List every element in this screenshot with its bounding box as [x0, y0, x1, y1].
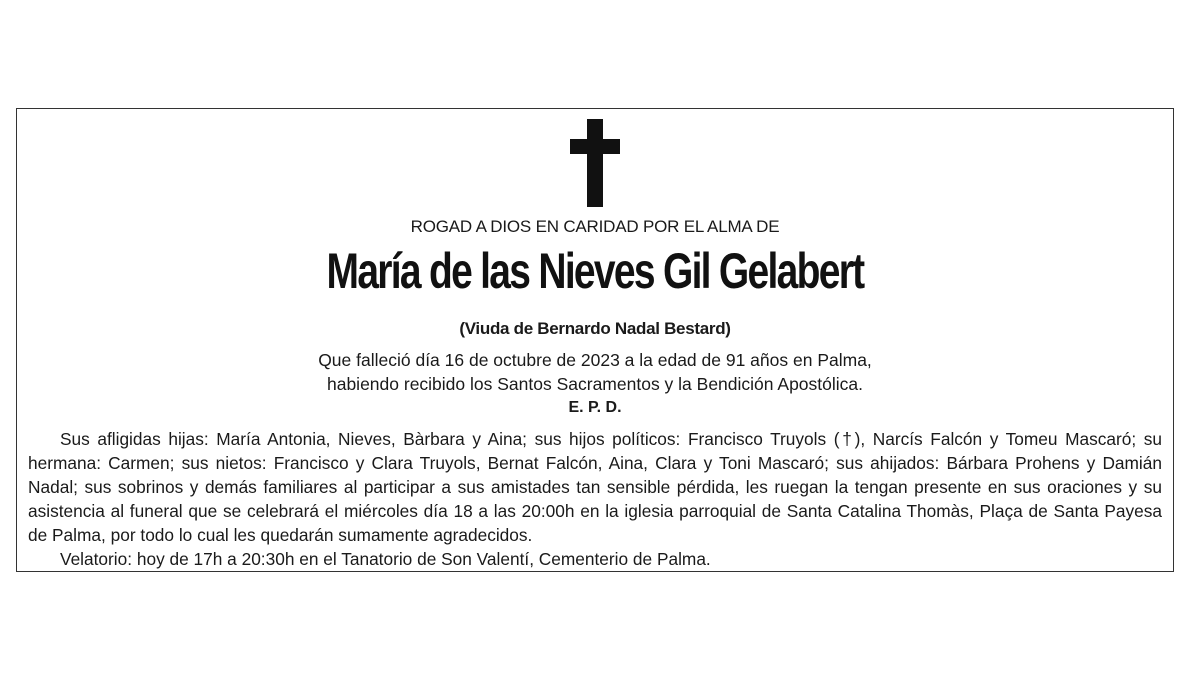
deceased-name: María de las Nieves Gil Gelabert: [326, 243, 864, 299]
death-line: Que falleció día 16 de octubre de 2023 a la edad de 91 años en Palma,: [318, 350, 872, 370]
family-paragraph: Sus afligidas hijas: María Antonia, Nieves, Bàrbara y Aina; sus hijos políticos: Francisco Truyols (†), Narcís Falcón y Tomeu Mascaró; su hermana: Carmen; sus nietos: Francisco y Clara Truyols, Bernat Falcón, Aina, Clara y Toni Mascaró; sus ahijados: Bárbara Prohens y Damián Nadal; sus sobrinos y demás familiares al participar a sus amistades tan sensible pérdida, les ruegan la tengan presente en sus oraciones y su asistencia al funeral que se celebrará el miércoles día 18 a las 20:00h en la iglesia parroquial de Santa Catalina Thomàs, Plaça de Santa Payesa de Palma, por todo lo cual les quedarán sumamente agradecidos.: [28, 429, 1162, 545]
prayer-heading: ROGAD A DIOS EN CARIDAD POR EL ALMA DE: [410, 217, 780, 236]
sacraments-line: habiendo recibido los Santos Sacramentos y la Bendición Apostólica.: [326, 374, 864, 394]
cross-icon: [570, 119, 620, 207]
widow-of: (Viuda de Bernardo Nadal Bestard): [459, 319, 731, 338]
obituary-notice: [16, 108, 1174, 572]
epd-text: E. P. D.: [568, 399, 622, 416]
wake-info: Velatorio: hoy de 17h a 20:30h en el Tanatorio de Son Valentí, Cementerio de Palma.: [60, 549, 711, 569]
